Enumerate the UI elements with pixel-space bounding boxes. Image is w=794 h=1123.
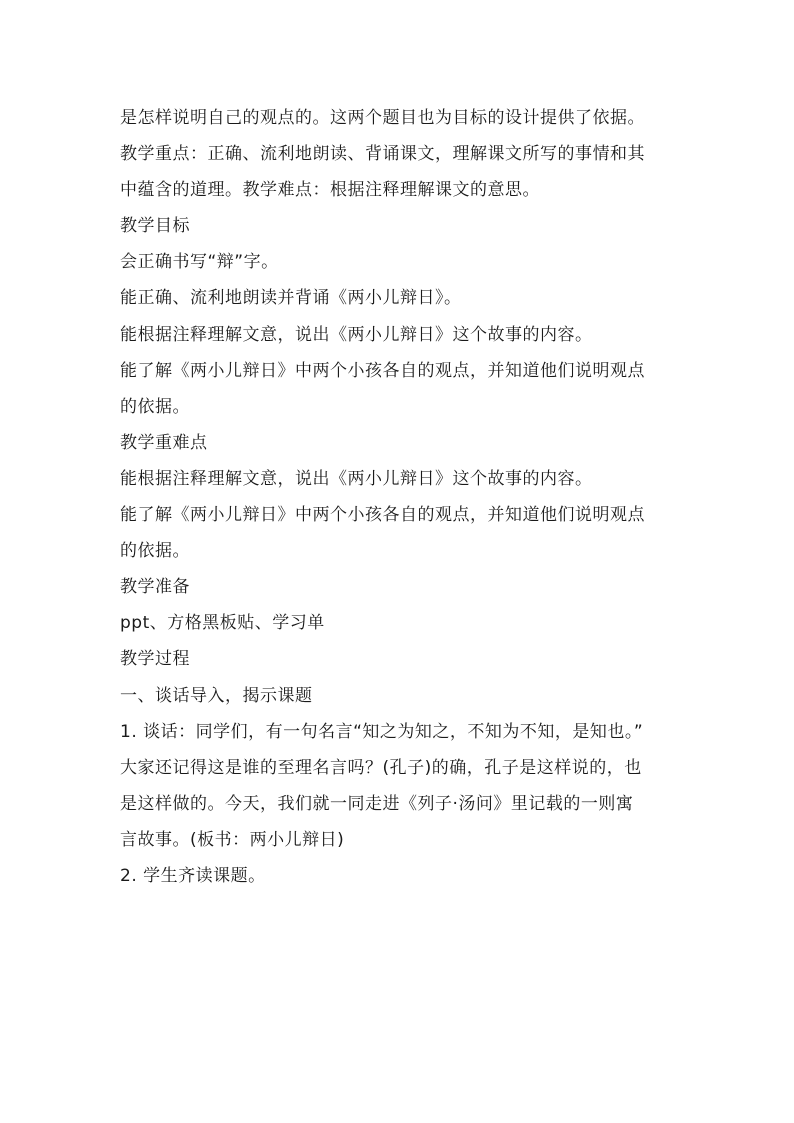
text-line: 1. 谈话：同学们，有一句名言“知之为知之，不知为不知，是知也。” bbox=[120, 721, 644, 742]
section-heading: 教学目标 bbox=[120, 216, 190, 237]
document-body bbox=[120, 100, 720, 894]
section-heading: 教学过程 bbox=[120, 649, 190, 670]
subsection-heading: 一、谈话导入，揭示课题 bbox=[120, 685, 313, 706]
text-line: 能了解《两小儿辩日》中两个小孩各自的观点，并知道他们说明观点 bbox=[120, 505, 645, 526]
text-line: 中蕴含的道理。教学难点：根据注释理解课文的意思。 bbox=[120, 180, 540, 201]
text-line: 教学重点：正确、流利地朗读、背诵课文，理解课文所写的事情和其 bbox=[120, 144, 645, 165]
text-line: 的依据。 bbox=[120, 541, 190, 562]
text-line: 是这样做的。今天，我们就一同走进《列子·汤问》里记载的一则寓 bbox=[120, 793, 634, 814]
section-heading: 教学准备 bbox=[120, 577, 190, 598]
text-line: 能正确、流利地朗读并背诵《两小儿辩日》。 bbox=[120, 288, 462, 309]
text-line: ppt、方格黑板贴、学习单 bbox=[120, 613, 325, 634]
text-line: 能了解《两小儿辩日》中两个小孩各自的观点，并知道他们说明观点 bbox=[120, 360, 645, 381]
section-heading: 教学重难点 bbox=[120, 432, 208, 453]
text-line: 能根据注释理解文意，说出《两小儿辩日》这个故事的内容。 bbox=[120, 324, 593, 345]
text-line: 的依据。 bbox=[120, 396, 190, 417]
text-line: 大家还记得这是谁的至理名言吗？(孔子)的确，孔子是这样说的，也 bbox=[120, 757, 642, 778]
text-line: 能根据注释理解文意，说出《两小儿辩日》这个故事的内容。 bbox=[120, 468, 593, 489]
text-line: 是怎样说明自己的观点的。这两个题目也为目标的设计提供了依据。 bbox=[120, 108, 645, 128]
text-line: 言故事。(板书：两小儿辩日) bbox=[120, 829, 345, 850]
text-line: 2. 学生齐读课题。 bbox=[120, 865, 266, 886]
text-line: 会正确书写“辩”字。 bbox=[120, 252, 279, 273]
